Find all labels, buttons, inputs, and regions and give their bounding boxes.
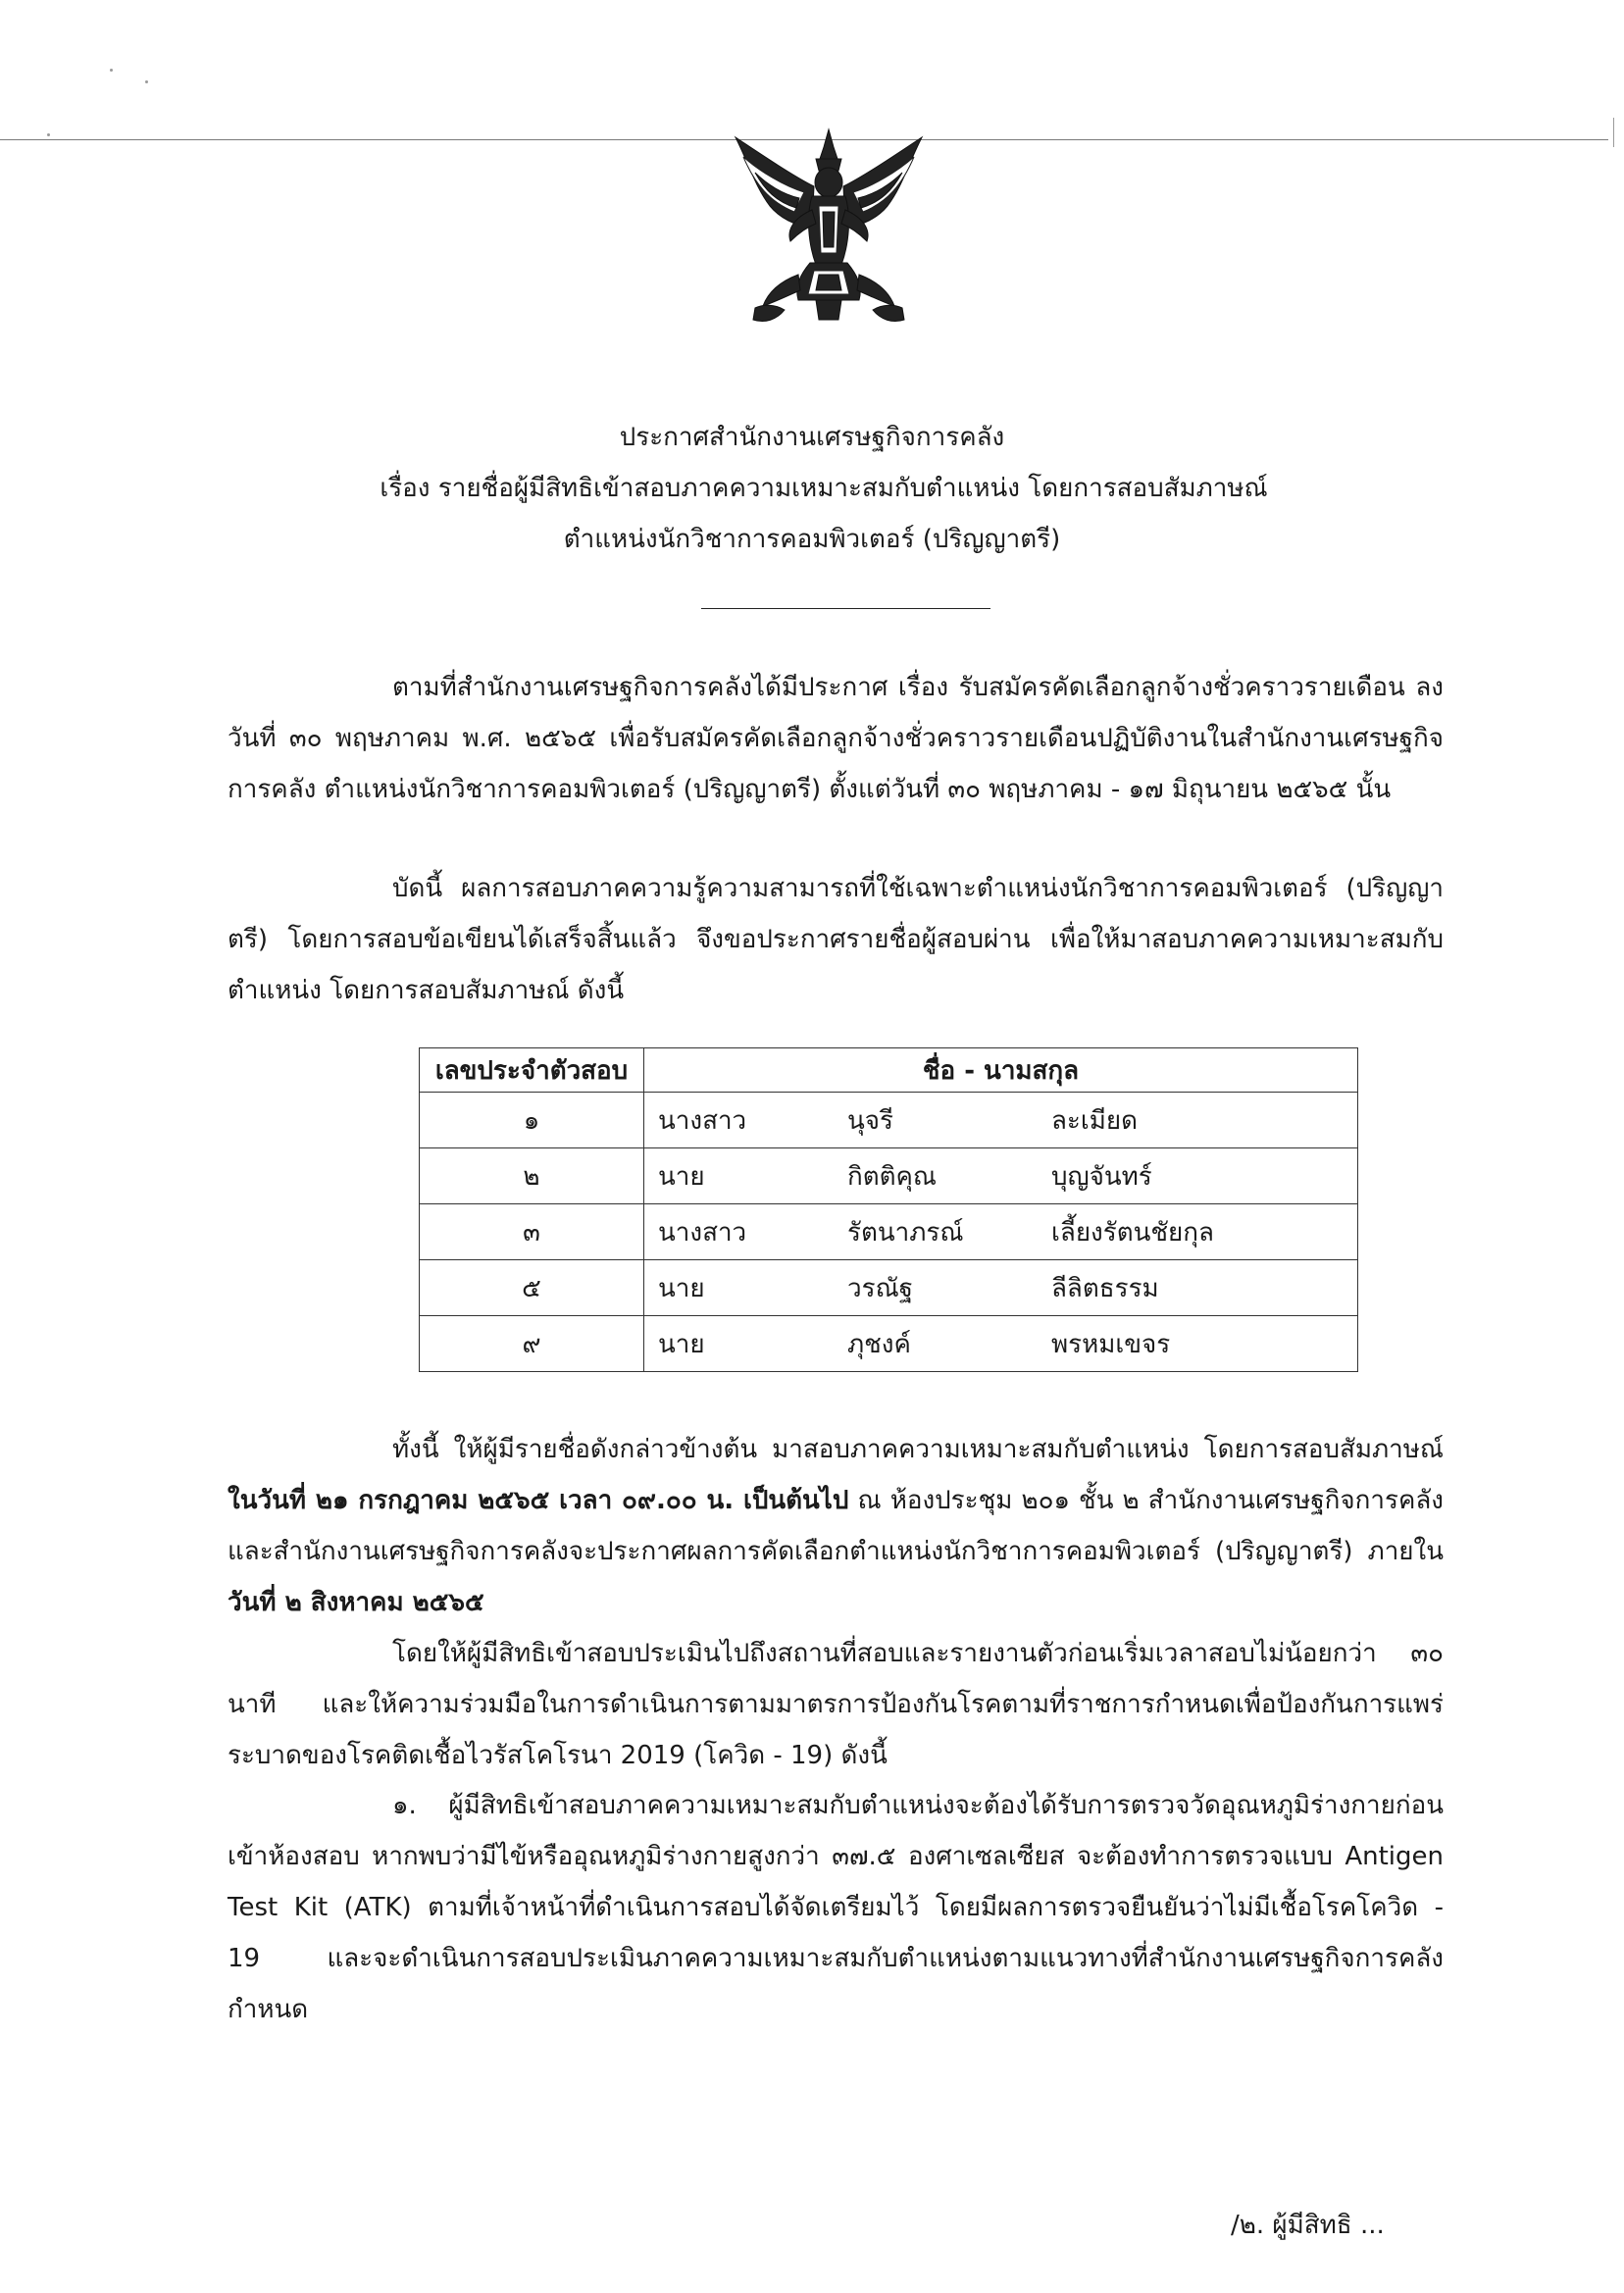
interview-intro-text: ทั้งนี้ ให้ผู้มีรายชื่อดังกล่าวข้างต้น มาสอบภาคความเหมาะสมกับตำแหน่ง โดยการสอบสัมภาษณ์	[392, 1435, 1444, 1464]
name-title-cell: นางสาว	[644, 1204, 835, 1260]
exam-id-cell: ๑	[420, 1093, 644, 1148]
candidate-table	[419, 1047, 1358, 1372]
first-name-cell: นุจรี	[834, 1093, 1038, 1148]
scan-speck	[145, 80, 148, 83]
garuda-emblem-icon	[726, 127, 932, 329]
announcement-position: ตำแหน่งนักวิชาการคอมพิวเตอร์ (ปริญญาตรี)	[563, 525, 1061, 554]
first-name-cell: รัตนาภรณ์	[834, 1204, 1038, 1260]
last-name-cell: ลีลิตธรรม	[1038, 1260, 1358, 1316]
first-name-cell: ภุชงค์	[834, 1316, 1038, 1372]
table-header-row	[420, 1048, 1358, 1093]
first-name-cell: กิตติคุณ	[834, 1148, 1038, 1204]
heading-divider	[701, 608, 990, 609]
last-name-cell: บุญจันทร์	[1038, 1148, 1358, 1204]
name-title-cell: นางสาว	[644, 1093, 835, 1148]
name-title-cell: นาย	[644, 1260, 835, 1316]
exam-id-cell: ๙	[420, 1316, 644, 1372]
column-header-exam-id: เลขประจำตัวสอบ	[420, 1048, 644, 1093]
announcement-subject: เรื่อง รายชื่อผู้มีสิทธิเข้าสอบภาคความเหมาะสมกับตำแหน่ง โดยการสอบสัมภาษณ์	[380, 474, 1268, 503]
result-date-text: วันที่ ๒ สิงหาคม ๒๕๖๕	[228, 1588, 484, 1617]
name-title-cell: นาย	[644, 1148, 835, 1204]
last-name-cell: ละเมียด	[1038, 1093, 1358, 1148]
table-row	[420, 1204, 1358, 1260]
table-row	[420, 1316, 1358, 1372]
last-name-cell: เลี้ยงรัตนชัยกุล	[1038, 1204, 1358, 1260]
paragraph-results: บัดนี้ ผลการสอบภาคความรู้ความสามารถที่ใช้เฉพาะตำแหน่งนักวิชาการคอมพิวเตอร์ (ปริญญาตรี) โดยการสอบข้อเขียนได้เสร็จสิ้นแล้ว จึงขอประกาศรายชื่อผู้สอบผ่าน เพื่อให้มาสอบภาคความเหมาะสมกับตำแหน่ง โดยการสอบสัมภาษณ์ ดังนี้	[228, 874, 1444, 1005]
table-row	[420, 1093, 1358, 1148]
scan-speck	[110, 69, 113, 72]
first-name-cell: วรณัฐ	[834, 1260, 1038, 1316]
paragraph-interview-schedule	[228, 1424, 1444, 1628]
interview-date-text: ในวันที่ ๒๑ กรกฎาคม ๒๕๖๕ เวลา ๐๙.๐๐ น. เป็นต้นไป	[228, 1486, 849, 1515]
paragraph-rule-1: ๑. ผู้มีสิทธิเข้าสอบภาคความเหมาะสมกับตำแหน่งจะต้องได้รับการตรวจวัดอุณหภูมิร่างกายก่อนเข้าห้องสอบ หากพบว่ามีไข้หรืออุณหภูมิร่างกายสูงกว่า ๓๗.๕ องศาเซลเซียส จะต้องทำการตรวจแบบ Antigen Test Kit (ATK) ตามที่เจ้าหน้าที่ดำเนินการสอบได้จัดเตรียมไว้ โดยมีผลการตรวจยืนยันว่าไม่มีเชื้อโรคโควิด - 19 และจะดำเนินการสอบประเมินภาคความเหมาะสมกับตำแหน่งตามแนวทางที่สำนักงานเศรษฐกิจการคลังกำหนด	[228, 1791, 1444, 2024]
column-header-full-name: ชื่อ - นามสกุล	[644, 1048, 1358, 1093]
announcement-title: ประกาศสำนักงานเศรษฐกิจการคลัง	[619, 423, 1005, 452]
interview-venue-text: ณ ห้องประชุม ๒๐๑ ชั้น ๒ สำนักงานเศรษฐกิจการคลัง และสำนักงานเศรษฐกิจการคลังจะประกาศผลการคัดเลือกตำแหน่งนักวิชาการคอมพิวเตอร์ (ปริญญาตรี) ภายใน	[228, 1486, 1444, 1566]
exam-id-cell: ๓	[420, 1204, 644, 1260]
next-page-note: /๒. ผู้มีสิทธิ ...	[1231, 2211, 1385, 2240]
table-row	[420, 1148, 1358, 1204]
last-name-cell: พรหมเขจร	[1038, 1316, 1358, 1372]
exam-id-cell: ๕	[420, 1260, 644, 1316]
paragraph-covid-measures: โดยให้ผู้มีสิทธิเข้าสอบประเมินไปถึงสถานที่สอบและรายงานตัวก่อนเริ่มเวลาสอบไม่น้อยกว่า ๓๐ นาที และให้ความร่วมมือในการดำเนินการตามมาตรการป้องกันโรคตามที่ราชการกำหนดเพื่อป้องกันการแพร่ระบาดของโรคติดเชื้อไวรัสโคโรนา 2019 (โควิด - 19) ดังนี้	[228, 1639, 1444, 1770]
scan-speck	[47, 133, 50, 136]
scan-border-mark	[1613, 118, 1614, 147]
paragraph-background: ตามที่สำนักงานเศรษฐกิจการคลังได้มีประกาศ เรื่อง รับสมัครคัดเลือกลูกจ้างชั่วคราวรายเดือน ลงวันที่ ๓๐ พฤษภาคม พ.ศ. ๒๕๖๕ เพื่อรับสมัครคัดเลือกลูกจ้างชั่วคราวรายเดือนปฏิบัติงานในสำนักงานเศรษฐกิจการคลัง ตำแหน่งนักวิชาการคอมพิวเตอร์ (ปริญญาตรี) ตั้งแต่วันที่ ๓๐ พฤษภาคม - ๑๗ มิถุนายน ๒๕๖๕ นั้น	[228, 673, 1444, 804]
name-title-cell: นาย	[644, 1316, 835, 1372]
table-row	[420, 1260, 1358, 1316]
exam-id-cell: ๒	[420, 1148, 644, 1204]
